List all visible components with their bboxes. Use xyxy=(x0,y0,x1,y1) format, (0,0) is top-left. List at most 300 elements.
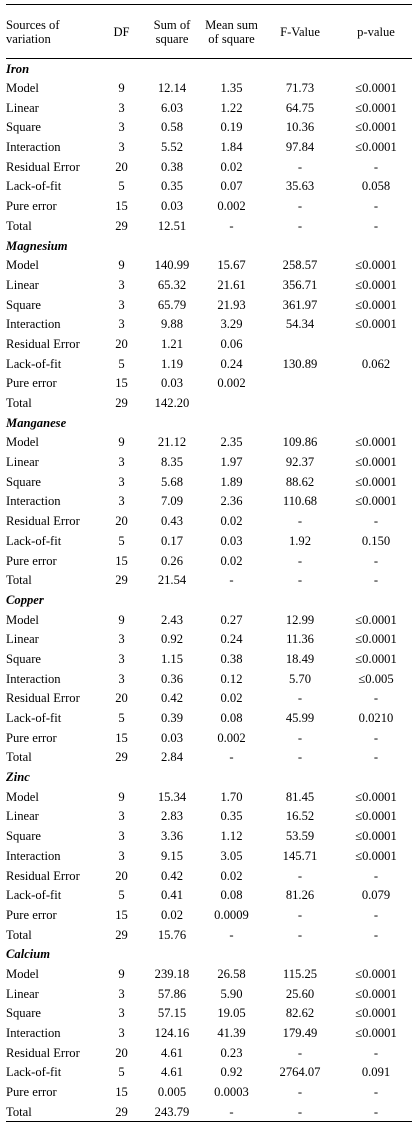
p-value-cell: - xyxy=(373,691,379,706)
p-value-cell: ≤0.0001 xyxy=(355,435,397,450)
p-value-cell: ≤0.0001 xyxy=(355,140,397,155)
sum-of-square-cell: 124.16 xyxy=(154,1026,190,1041)
section-row xyxy=(6,944,412,964)
table-row xyxy=(6,1023,412,1043)
df-cell: 3 xyxy=(118,1006,125,1021)
anova-table xyxy=(6,4,412,1122)
p-value-cell: - xyxy=(340,1102,412,1122)
sum-of-square-cell: 0.42 xyxy=(160,691,184,706)
p-value-cell: ≤0.0001 xyxy=(355,81,397,96)
p-value-cell: ≤0.0001 xyxy=(355,829,397,844)
table-row xyxy=(6,866,412,886)
df-cell: 9 xyxy=(118,966,125,981)
f-value-cell: 88.62 xyxy=(285,474,315,489)
section-row xyxy=(6,59,412,79)
sum-of-square-cell: 5.68 xyxy=(160,474,184,489)
mean-sum-of-square-cell: 1.84 xyxy=(220,140,243,155)
section-title: Copper xyxy=(6,592,44,607)
header-f-value: F-Value xyxy=(280,24,320,39)
df-cell: 3 xyxy=(118,651,125,666)
sum-of-square-cell: 57.86 xyxy=(157,986,187,1001)
mean-sum-of-square-cell: 21.61 xyxy=(217,277,246,292)
source-cell: Square xyxy=(6,297,41,312)
p-value-cell: 0.062 xyxy=(361,356,391,371)
header-df: DF xyxy=(113,24,130,39)
p-value-cell: - xyxy=(373,199,379,214)
table-row xyxy=(6,255,412,275)
mean-sum-of-square-cell xyxy=(203,393,260,413)
f-value-cell: - xyxy=(297,730,303,745)
p-value-cell: ≤0.0001 xyxy=(355,474,397,489)
df-cell: 5 xyxy=(118,888,125,903)
sum-of-square-cell: 243.79 xyxy=(141,1102,203,1122)
table-row xyxy=(6,1102,412,1122)
source-cell: Lack-of-fit xyxy=(6,1065,62,1080)
f-value-cell: 18.49 xyxy=(285,651,315,666)
df-cell: 29 xyxy=(115,396,128,411)
mean-sum-of-square-cell: 0.07 xyxy=(220,179,243,194)
sum-of-square-cell: 5.52 xyxy=(160,140,184,155)
df-cell: 5 xyxy=(118,1065,125,1080)
sum-of-square-cell: 12.14 xyxy=(157,81,187,96)
f-value-cell xyxy=(260,393,340,413)
sum-of-square-cell: 0.03 xyxy=(160,376,184,391)
source-cell: Total xyxy=(6,750,32,765)
mean-sum-of-square-cell: 1.12 xyxy=(220,829,243,844)
source-cell: Lack-of-fit xyxy=(6,179,62,194)
source-cell: Model xyxy=(6,966,39,981)
p-value-cell: ≤0.005 xyxy=(358,671,394,686)
f-value-cell: 97.84 xyxy=(285,140,315,155)
df-cell: 3 xyxy=(118,986,125,1001)
df-cell: 9 xyxy=(118,258,125,273)
p-value-cell: - xyxy=(373,553,379,568)
df-cell: 15 xyxy=(115,199,128,214)
mean-sum-of-square-cell: 0.002 xyxy=(217,376,246,391)
sum-of-square-cell: 1.15 xyxy=(160,651,184,666)
mean-sum-of-square-cell: - xyxy=(203,1102,260,1122)
mean-sum-of-square-cell: 0.02 xyxy=(220,553,243,568)
section-title: Manganese xyxy=(6,415,67,430)
sum-of-square-cell: 3.36 xyxy=(160,829,184,844)
df-cell: 15 xyxy=(115,1085,128,1100)
source-cell: Total xyxy=(6,218,32,233)
source-cell: Residual Error xyxy=(6,691,80,706)
table-row xyxy=(6,629,412,649)
mean-sum-of-square-cell: 41.39 xyxy=(217,1026,246,1041)
mean-sum-of-square-cell: 0.27 xyxy=(220,612,243,627)
sum-of-square-cell: 0.02 xyxy=(160,907,184,922)
sum-of-square-cell: 2.84 xyxy=(160,750,184,765)
table-row xyxy=(6,925,412,945)
df-cell: 5 xyxy=(118,356,125,371)
f-value-cell: 81.26 xyxy=(285,888,315,903)
f-value-cell: 64.75 xyxy=(285,100,315,115)
p-value-cell: - xyxy=(373,730,379,745)
sum-of-square-cell: 1.21 xyxy=(160,336,184,351)
source-cell: Interaction xyxy=(6,140,61,155)
section-row xyxy=(6,236,412,256)
mean-sum-of-square-cell: 0.0003 xyxy=(214,1085,249,1100)
p-value-cell: ≤0.0001 xyxy=(355,1026,397,1041)
sum-of-square-cell: 0.36 xyxy=(160,671,184,686)
f-value-cell: 10.36 xyxy=(285,120,315,135)
df-cell: 20 xyxy=(115,514,128,529)
source-cell: Linear xyxy=(6,986,39,1001)
mean-sum-of-square-cell: 0.35 xyxy=(220,809,243,824)
mean-sum-of-square-cell: 15.67 xyxy=(217,258,246,273)
p-value-cell: 0.079 xyxy=(361,888,391,903)
f-value-cell: 356.71 xyxy=(282,277,318,292)
mean-sum-of-square-cell: 0.002 xyxy=(217,730,246,745)
table-header xyxy=(6,5,412,59)
section-title: Zinc xyxy=(6,770,30,785)
p-value-cell: ≤0.0001 xyxy=(355,317,397,332)
source-cell: Square xyxy=(6,651,41,666)
mean-sum-of-square-cell: 0.03 xyxy=(220,533,243,548)
source-cell: Square xyxy=(6,1006,41,1021)
sum-of-square-cell: 0.03 xyxy=(160,199,184,214)
table-row xyxy=(6,846,412,866)
p-value-cell: - xyxy=(373,868,379,883)
df-cell: 3 xyxy=(118,809,125,824)
p-value-cell: ≤0.0001 xyxy=(355,632,397,647)
table-row xyxy=(6,334,412,354)
mean-sum-of-square-cell: 3.29 xyxy=(220,317,243,332)
table-row xyxy=(6,118,412,138)
p-value-cell: ≤0.0001 xyxy=(355,455,397,470)
p-value-cell: - xyxy=(373,573,379,588)
mean-sum-of-square-cell: 26.58 xyxy=(217,966,246,981)
table-row xyxy=(6,531,412,551)
f-value-cell: 82.62 xyxy=(285,1006,315,1021)
source-cell: Linear xyxy=(6,100,39,115)
table-row xyxy=(6,728,412,748)
mean-sum-of-square-cell: - xyxy=(229,573,234,588)
df-cell: 20 xyxy=(115,691,128,706)
source-cell: Residual Error xyxy=(6,1045,80,1060)
sum-of-square-cell: 0.39 xyxy=(160,711,184,726)
table-row xyxy=(6,689,412,709)
mean-sum-of-square-cell: 0.002 xyxy=(217,199,246,214)
f-value-cell: 179.49 xyxy=(282,1026,318,1041)
sum-of-square-cell: 140.99 xyxy=(154,258,190,273)
source-cell: Total xyxy=(6,396,32,411)
sum-of-square-cell: 0.03 xyxy=(160,730,184,745)
table-row xyxy=(6,295,412,315)
mean-sum-of-square-cell: 0.92 xyxy=(220,1065,243,1080)
mean-sum-of-square-cell: 1.97 xyxy=(220,455,243,470)
source-cell: Pure error xyxy=(6,553,57,568)
source-cell: Total xyxy=(6,1102,102,1122)
table-row xyxy=(6,216,412,236)
f-value-cell xyxy=(260,374,340,394)
sum-of-square-cell: 0.35 xyxy=(160,179,184,194)
section-title: Iron xyxy=(6,61,30,76)
df-cell: 3 xyxy=(118,297,125,312)
table-row xyxy=(6,492,412,512)
mean-sum-of-square-cell: 0.02 xyxy=(220,691,243,706)
source-cell: Pure error xyxy=(6,730,57,745)
source-cell: Pure error xyxy=(6,907,57,922)
f-value-cell: 361.97 xyxy=(282,297,318,312)
mean-sum-of-square-cell: 0.06 xyxy=(220,336,243,351)
table-row xyxy=(6,1082,412,1102)
mean-sum-of-square-cell: - xyxy=(229,218,234,233)
table-row xyxy=(6,708,412,728)
df-cell: 20 xyxy=(115,336,128,351)
table-row xyxy=(6,964,412,984)
df-cell: 3 xyxy=(118,100,125,115)
mean-sum-of-square-cell: 1.22 xyxy=(220,100,243,115)
source-cell: Total xyxy=(6,927,32,942)
table-row xyxy=(6,1063,412,1083)
p-value-cell: 0.0210 xyxy=(358,711,394,726)
p-value-cell: ≤0.0001 xyxy=(355,258,397,273)
mean-sum-of-square-cell: 1.89 xyxy=(220,474,243,489)
sum-of-square-cell: 142.20 xyxy=(154,396,190,411)
source-cell: Lack-of-fit xyxy=(6,533,62,548)
f-value-cell: 115.25 xyxy=(282,966,318,981)
source-cell: Square xyxy=(6,829,41,844)
df-cell: 3 xyxy=(118,632,125,647)
sum-of-square-cell: 21.54 xyxy=(157,573,187,588)
f-value-cell: 54.34 xyxy=(285,317,315,332)
f-value-cell: 130.89 xyxy=(282,356,318,371)
section-row xyxy=(6,413,412,433)
p-value-cell: ≤0.0001 xyxy=(355,809,397,824)
p-value-cell: - xyxy=(373,750,379,765)
mean-sum-of-square-cell: 5.90 xyxy=(220,986,243,1001)
sum-of-square-cell: 4.61 xyxy=(160,1045,184,1060)
table-row xyxy=(6,433,412,453)
sum-of-square-cell: 0.26 xyxy=(160,553,184,568)
df-cell: 3 xyxy=(118,474,125,489)
df-cell: 3 xyxy=(118,671,125,686)
df-cell: 3 xyxy=(118,848,125,863)
f-value-cell: - xyxy=(297,159,303,174)
sum-of-square-cell: 1.19 xyxy=(160,356,184,371)
df-cell: 5 xyxy=(118,711,125,726)
f-value-cell: 71.73 xyxy=(285,81,315,96)
table-row xyxy=(6,177,412,197)
f-value-cell: 1.92 xyxy=(288,533,312,548)
f-value-cell: 5.70 xyxy=(288,671,312,686)
table-row xyxy=(6,551,412,571)
p-value-cell: ≤0.0001 xyxy=(355,986,397,1001)
f-value-cell: - xyxy=(297,218,303,233)
table-row xyxy=(6,374,412,394)
f-value-cell: 258.57 xyxy=(282,258,318,273)
source-cell: Pure error xyxy=(6,376,57,391)
table-row xyxy=(6,984,412,1004)
mean-sum-of-square-cell: 19.05 xyxy=(217,1006,246,1021)
source-cell: Lack-of-fit xyxy=(6,711,62,726)
source-cell: Square xyxy=(6,474,41,489)
p-value-cell: ≤0.0001 xyxy=(355,100,397,115)
p-value-cell: ≤0.0001 xyxy=(355,789,397,804)
sum-of-square-cell: 2.83 xyxy=(160,809,184,824)
df-cell: 3 xyxy=(118,120,125,135)
mean-sum-of-square-cell: - xyxy=(229,927,234,942)
table-row xyxy=(6,905,412,925)
mean-sum-of-square-cell: 1.70 xyxy=(220,789,243,804)
source-cell: Interaction xyxy=(6,671,61,686)
mean-sum-of-square-cell: 1.35 xyxy=(220,81,243,96)
source-cell: Interaction xyxy=(6,848,61,863)
f-value-cell: - xyxy=(297,514,303,529)
p-value-cell: - xyxy=(373,159,379,174)
df-cell: 5 xyxy=(118,179,125,194)
mean-sum-of-square-cell: 21.93 xyxy=(217,297,246,312)
f-value-cell: 109.86 xyxy=(282,435,318,450)
source-cell: Model xyxy=(6,435,39,450)
source-cell: Interaction xyxy=(6,317,61,332)
sum-of-square-cell: 0.42 xyxy=(160,868,184,883)
sum-of-square-cell: 65.32 xyxy=(157,277,187,292)
sum-of-square-cell: 21.12 xyxy=(157,435,187,450)
source-cell: Linear xyxy=(6,632,39,647)
source-cell: Lack-of-fit xyxy=(6,888,62,903)
f-value-cell: - xyxy=(297,868,303,883)
sum-of-square-cell: 239.18 xyxy=(154,966,190,981)
source-cell: Pure error xyxy=(6,1085,57,1100)
sum-of-square-cell: 2.43 xyxy=(160,612,184,627)
p-value-cell: ≤0.0001 xyxy=(355,966,397,981)
source-cell: Model xyxy=(6,258,39,273)
table-row xyxy=(6,137,412,157)
f-value-cell: 2764.07 xyxy=(279,1065,321,1080)
table-body xyxy=(6,59,412,1122)
p-value-cell: - xyxy=(373,1085,379,1100)
source-cell: Residual Error xyxy=(6,514,80,529)
p-value-cell: 0.150 xyxy=(361,533,391,548)
p-value-cell xyxy=(340,374,412,394)
f-value-cell: 53.59 xyxy=(285,829,315,844)
f-value-cell: - xyxy=(297,199,303,214)
df-cell: 29 xyxy=(102,1102,141,1122)
p-value-cell: 0.091 xyxy=(361,1065,391,1080)
sum-of-square-cell: 12.51 xyxy=(157,218,187,233)
p-value-cell: 0.058 xyxy=(361,179,391,194)
sum-of-square-cell: 7.09 xyxy=(160,494,184,509)
source-cell: Linear xyxy=(6,455,39,470)
table-row xyxy=(6,1043,412,1063)
table-row xyxy=(6,807,412,827)
sum-of-square-cell: 9.15 xyxy=(160,848,184,863)
table-row xyxy=(6,826,412,846)
f-value-cell: 145.71 xyxy=(282,848,318,863)
df-cell: 3 xyxy=(118,277,125,292)
df-cell: 29 xyxy=(115,750,128,765)
sum-of-square-cell: 6.03 xyxy=(160,100,184,115)
f-value-cell: - xyxy=(297,573,303,588)
table-row xyxy=(6,98,412,118)
source-cell: Residual Error xyxy=(6,159,80,174)
source-cell: Linear xyxy=(6,809,39,824)
df-cell: 29 xyxy=(115,573,128,588)
header-source: Sources of variation xyxy=(6,17,60,46)
table-row xyxy=(6,787,412,807)
df-cell: 3 xyxy=(118,829,125,844)
mean-sum-of-square-cell: 0.23 xyxy=(220,1045,243,1060)
df-cell: 20 xyxy=(115,159,128,174)
section-title: Magnesium xyxy=(6,238,68,253)
sum-of-square-cell: 0.43 xyxy=(160,514,184,529)
df-cell: 9 xyxy=(118,612,125,627)
df-cell: 15 xyxy=(115,553,128,568)
source-cell: Pure error xyxy=(6,199,57,214)
df-cell: 15 xyxy=(115,376,128,391)
source-cell: Interaction xyxy=(6,1026,61,1041)
sum-of-square-cell: 9.88 xyxy=(160,317,184,332)
f-value-cell xyxy=(260,334,340,354)
mean-sum-of-square-cell: 0.08 xyxy=(220,711,243,726)
source-cell: Linear xyxy=(6,277,39,292)
mean-sum-of-square-cell: 2.35 xyxy=(220,435,243,450)
table-row xyxy=(6,1004,412,1024)
df-cell: 29 xyxy=(115,927,128,942)
source-cell: Total xyxy=(6,573,32,588)
header-sum-of-square: Sum of square xyxy=(153,17,191,46)
p-value-cell: ≤0.0001 xyxy=(355,651,397,666)
sum-of-square-cell: 0.92 xyxy=(160,632,184,647)
mean-sum-of-square-cell: 0.02 xyxy=(220,514,243,529)
table-row xyxy=(6,78,412,98)
p-value-cell: ≤0.0001 xyxy=(355,297,397,312)
df-cell: 5 xyxy=(118,533,125,548)
f-value-cell: - xyxy=(297,1085,303,1100)
df-cell: 3 xyxy=(118,140,125,155)
table-row xyxy=(6,472,412,492)
table-row xyxy=(6,511,412,531)
f-value-cell: - xyxy=(260,1102,340,1122)
source-cell: Model xyxy=(6,789,39,804)
df-cell: 20 xyxy=(115,1045,128,1060)
f-value-cell: 12.99 xyxy=(285,612,315,627)
table-row xyxy=(6,196,412,216)
p-value-cell: - xyxy=(373,218,379,233)
p-value-cell: - xyxy=(373,907,379,922)
df-cell: 3 xyxy=(118,1026,125,1041)
source-cell: Model xyxy=(6,81,39,96)
source-cell: Square xyxy=(6,120,41,135)
table-row xyxy=(6,570,412,590)
table-row xyxy=(6,314,412,334)
p-value-cell: ≤0.0001 xyxy=(355,277,397,292)
f-value-cell: - xyxy=(297,927,303,942)
p-value-cell: ≤0.0001 xyxy=(355,1006,397,1021)
f-value-cell: - xyxy=(297,750,303,765)
df-cell: 9 xyxy=(118,81,125,96)
source-cell: Interaction xyxy=(6,494,61,509)
f-value-cell: - xyxy=(297,553,303,568)
table-row xyxy=(6,393,412,413)
header-row xyxy=(6,5,412,59)
f-value-cell: 81.45 xyxy=(285,789,315,804)
mean-sum-of-square-cell: - xyxy=(229,750,234,765)
sum-of-square-cell: 0.38 xyxy=(160,159,184,174)
f-value-cell: 45.99 xyxy=(285,711,315,726)
f-value-cell: 11.36 xyxy=(286,632,314,647)
source-cell: Model xyxy=(6,612,39,627)
p-value-cell: - xyxy=(373,927,379,942)
sum-of-square-cell: 57.15 xyxy=(157,1006,187,1021)
p-value-cell: - xyxy=(373,514,379,529)
sum-of-square-cell: 8.35 xyxy=(160,455,184,470)
df-cell: 3 xyxy=(118,317,125,332)
f-value-cell: 110.68 xyxy=(282,494,318,509)
